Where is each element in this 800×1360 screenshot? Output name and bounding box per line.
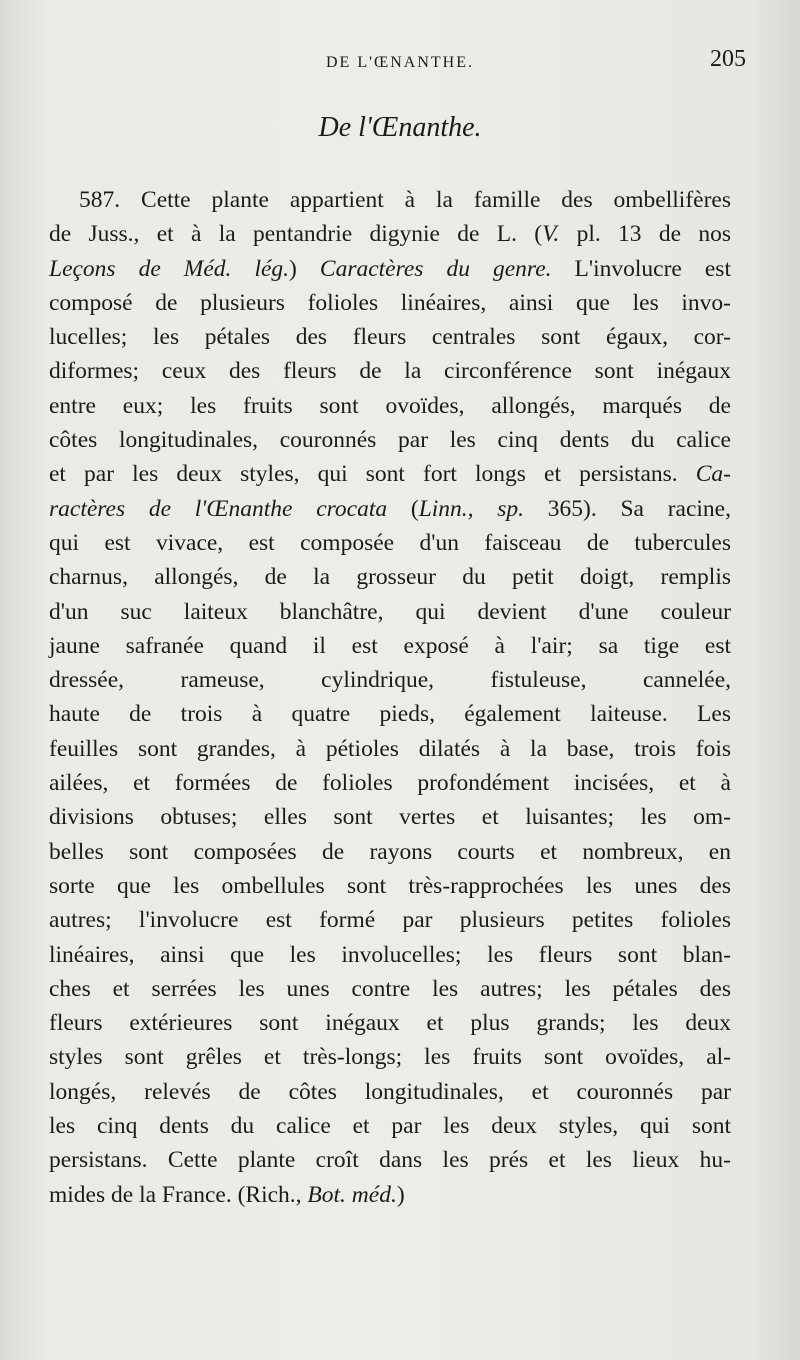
text-segment: ailées, et formées de folioles profondément incisées, et à	[49, 770, 731, 797]
text-segment: divisions obtuses; elles sont vertes et luisantes; les om-	[49, 804, 731, 831]
text-segment: (	[387, 495, 419, 522]
text-line	[49, 903, 731, 937]
text-line	[49, 1006, 731, 1040]
text-line	[49, 766, 731, 800]
text-line	[49, 938, 731, 972]
text-line	[49, 560, 731, 594]
text-line	[49, 1040, 731, 1074]
text-line	[49, 252, 731, 286]
text-line	[49, 423, 731, 457]
text-segment: côtes longitudinales, couronnés par les cinq dents du calice	[49, 427, 731, 454]
text-segment: haute de trois à quatre pieds, également laiteuse. Les	[49, 701, 731, 728]
body-paragraph	[49, 183, 731, 1212]
italic-text-segment: V.	[542, 221, 560, 248]
italic-text-segment: Leçons de Méd. lég.	[49, 255, 290, 282]
section-title: De l'Œnanthe.	[318, 112, 482, 143]
text-segment: pl. 13 de nos	[559, 221, 731, 248]
text-line	[49, 800, 731, 834]
text-segment: feuilles sont grandes, à pétioles dilatés à la base, trois fois	[49, 735, 731, 762]
italic-text-segment: Ca-	[695, 461, 731, 488]
text-line	[49, 526, 731, 560]
text-segment: autres; l'involucre est formé par plusieurs petites folioles	[49, 907, 731, 934]
text-line	[49, 972, 731, 1006]
text-line	[49, 1178, 731, 1212]
running-title: DE L'ŒNANTHE.	[326, 54, 474, 71]
text-line	[49, 835, 731, 869]
text-line	[49, 1143, 731, 1177]
text-segment: mides de la France. (Rich.,	[49, 1181, 308, 1208]
text-line	[49, 183, 731, 217]
text-line	[49, 732, 731, 766]
text-segment: dressée, rameuse, cylindrique, fistuleuse, cannelée,	[49, 667, 731, 694]
text-segment: )	[396, 1181, 405, 1208]
text-segment: diformes; ceux des fleurs de la circonférence sont inégaux	[49, 358, 731, 385]
text-segment: 365). Sa racine,	[524, 495, 731, 522]
text-segment: et par les deux styles, qui sont fort longs et persistans.	[49, 461, 696, 488]
italic-text-segment: Linn., sp.	[418, 495, 525, 522]
italic-text-segment: ractères de l'Œnanthe crocata	[49, 495, 388, 522]
text-segment: longés, relevés de côtes longitudinales, et couronnés par	[49, 1078, 731, 1105]
text-segment: belles sont composées de rayons courts et nombreux, en	[49, 838, 731, 865]
text-segment: L'involucre est	[551, 255, 731, 282]
text-segment: persistans. Cette plante croît dans les prés et les lieux hu-	[49, 1147, 731, 1174]
text-segment: lucelles; les pétales des fleurs centrales sont égaux, cor-	[49, 324, 731, 351]
text-segment: de Juss., et à la pentandrie digynie de L. (	[49, 221, 543, 248]
text-segment: 587. Cette plante appartient à la famille des ombellifères	[79, 187, 731, 213]
text-segment: d'un suc laiteux blanchâtre, qui devient d'une couleur	[49, 598, 731, 625]
text-segment: jaune safranée quand il est exposé à l'air; sa tige est	[49, 632, 731, 659]
text-line	[49, 697, 731, 731]
text-line	[49, 492, 731, 526]
text-line	[49, 354, 731, 388]
text-line	[49, 389, 731, 423]
text-segment: ches et serrées les unes contre les autres; les pétales des	[49, 975, 731, 1002]
text-segment: les cinq dents du calice et par les deux styles, qui sont	[49, 1113, 731, 1140]
text-segment: qui est vivace, est composée d'un faisceau de tubercules	[49, 529, 731, 556]
text-line	[49, 217, 731, 251]
text-segment: )	[289, 255, 320, 282]
text-segment: sorte que les ombellules sont très-rapprochées les unes des	[49, 872, 731, 899]
italic-text-segment: Caractères du genre.	[319, 255, 552, 282]
text-line	[49, 629, 731, 663]
text-segment: styles sont grêles et très-longs; les fruits sont ovoïdes, al-	[49, 1044, 731, 1071]
text-line	[49, 320, 731, 354]
text-segment: charnus, allongés, de la grosseur du petit doigt, remplis	[49, 564, 731, 591]
text-line	[49, 663, 731, 697]
running-head	[60, 46, 746, 84]
italic-text-segment: Bot. méd.	[307, 1181, 397, 1208]
text-line	[49, 869, 731, 903]
text-line	[49, 1075, 731, 1109]
page-number: 205	[710, 46, 746, 72]
text-segment: entre eux; les fruits sont ovoïdes, allongés, marqués de	[49, 392, 731, 419]
text-line	[49, 595, 731, 629]
text-line	[49, 1109, 731, 1143]
text-segment: linéaires, ainsi que les involucelles; les fleurs sont blan-	[49, 941, 731, 968]
text-line	[49, 457, 731, 491]
text-line	[49, 286, 731, 320]
text-segment: composé de plusieurs folioles linéaires, ainsi que les invo-	[49, 289, 731, 316]
text-segment: fleurs extérieures sont inégaux et plus grands; les deux	[49, 1010, 731, 1037]
